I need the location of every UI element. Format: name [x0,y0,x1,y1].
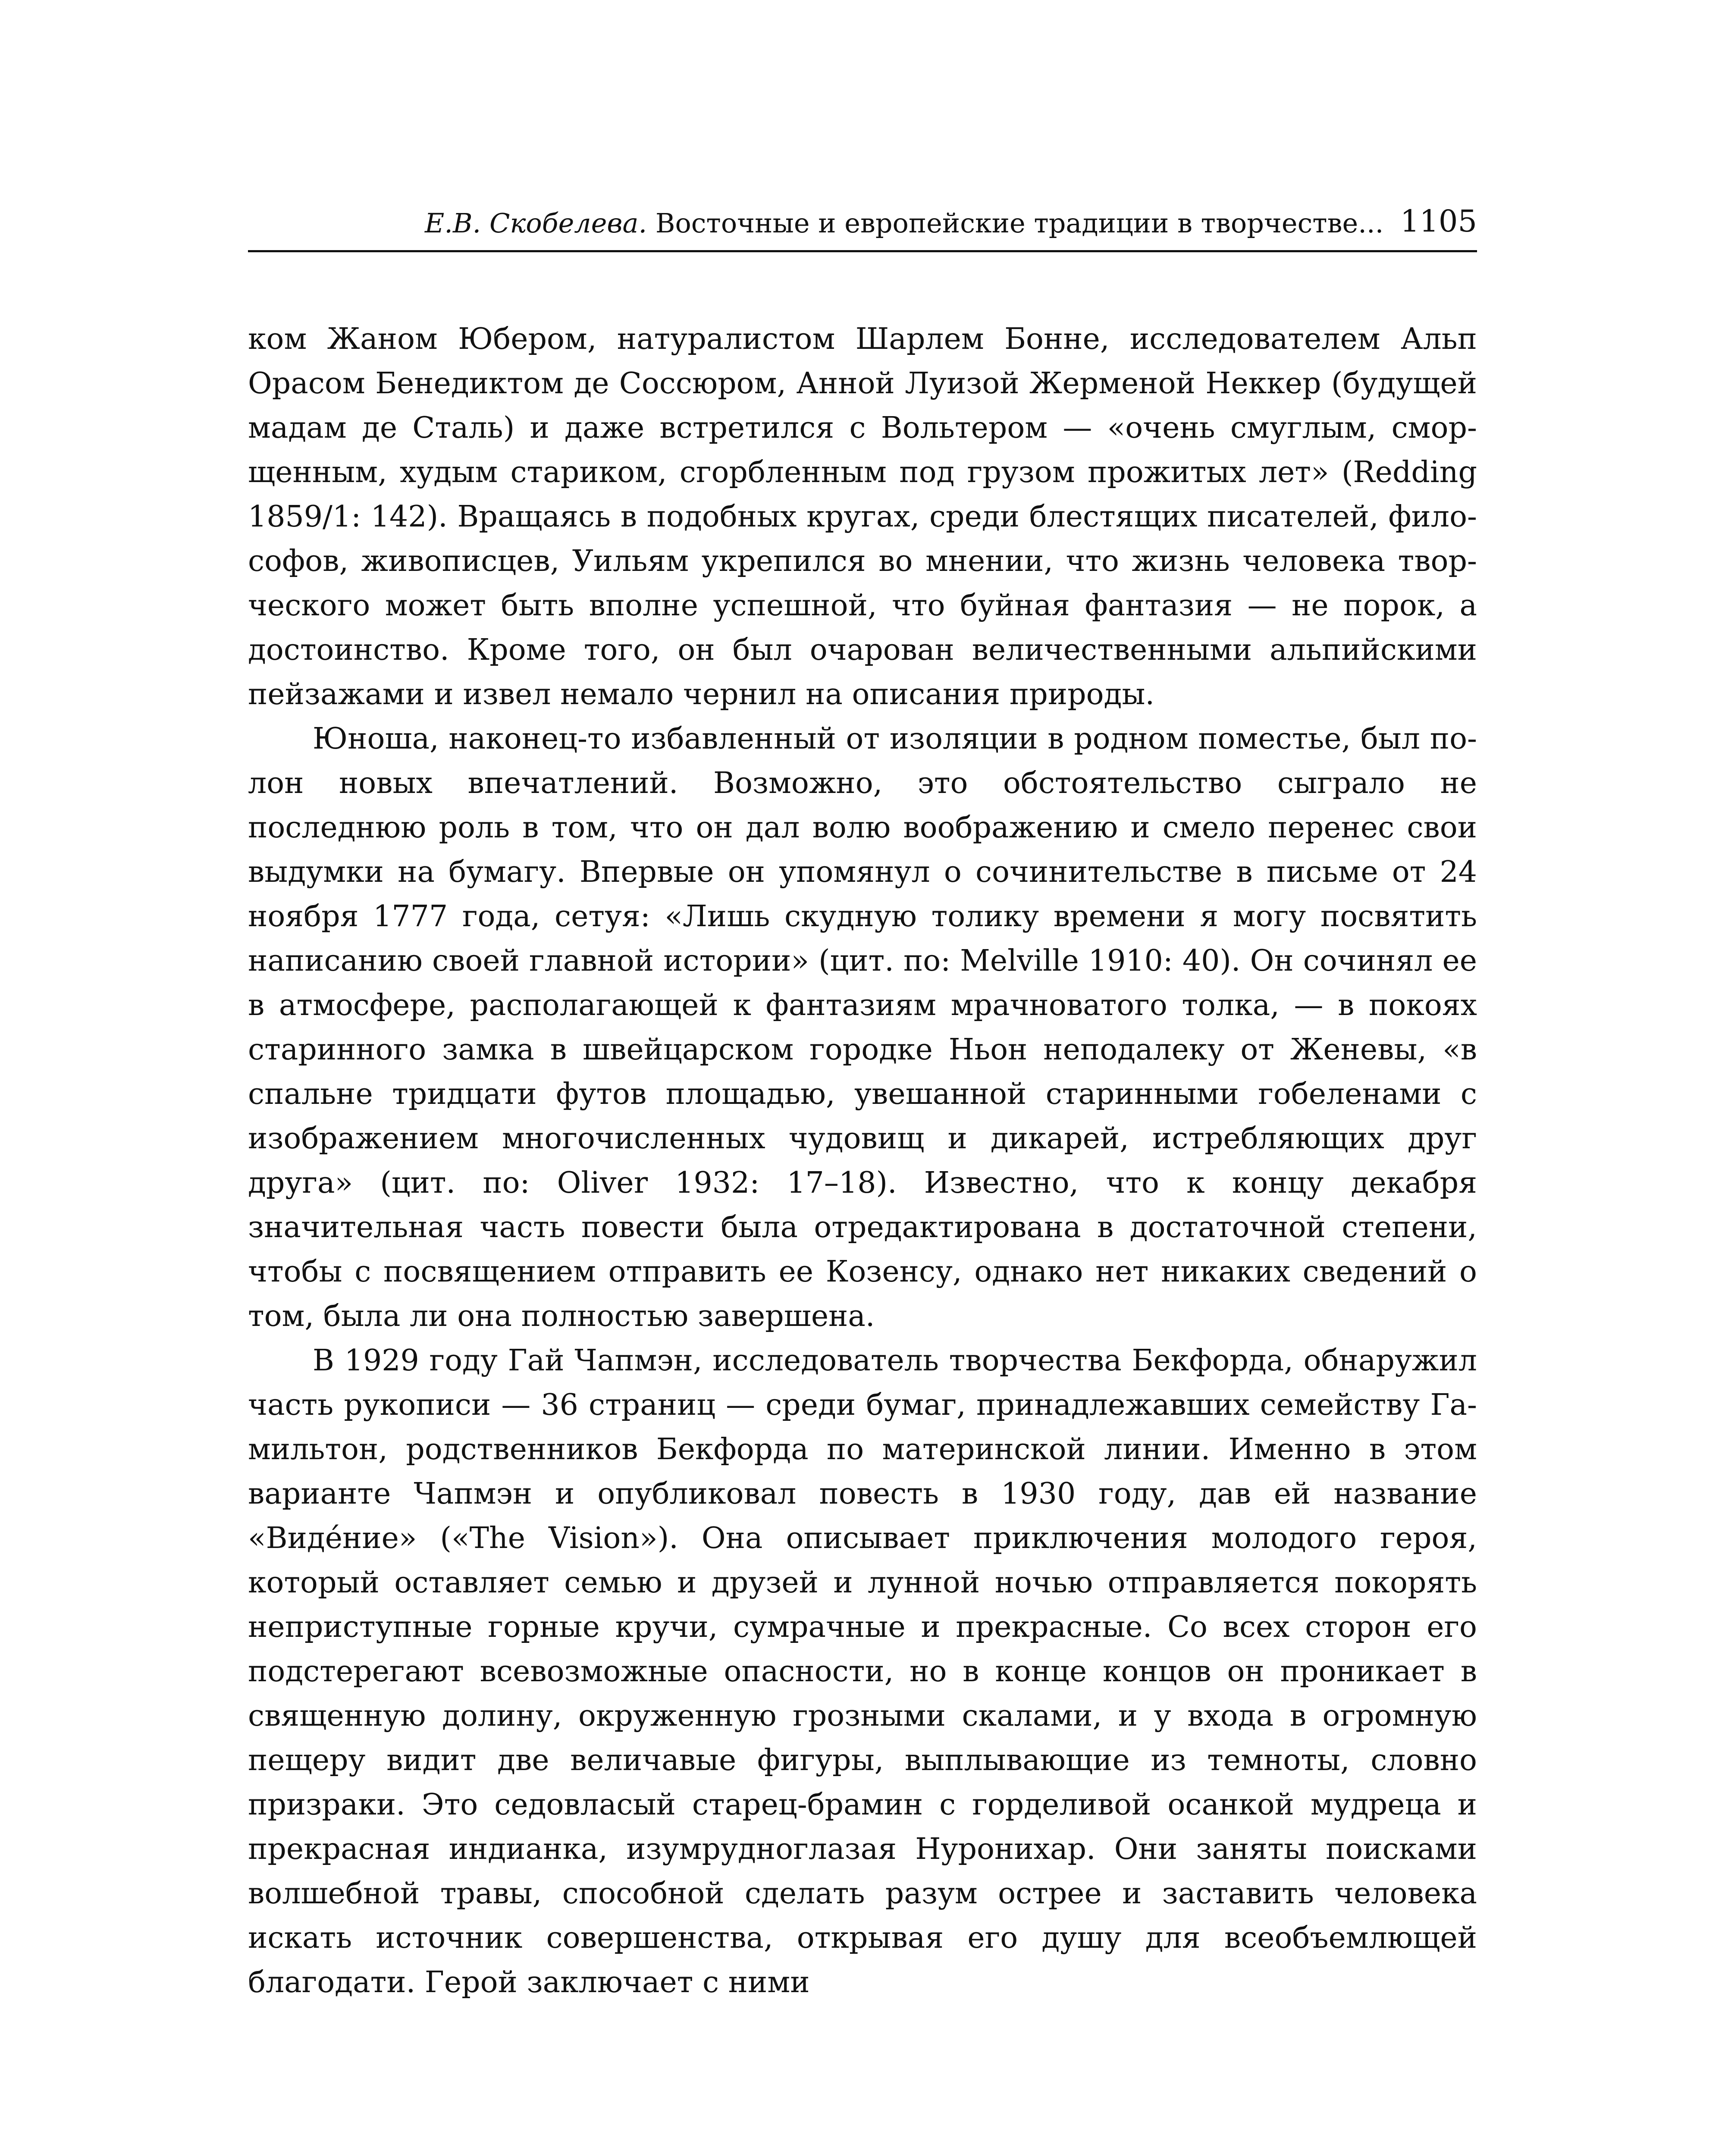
running-head-author: Е.В. Скобелева. [425,207,647,239]
running-head-title [425,206,1383,241]
running-head [248,202,1477,252]
paragraph-1: ком Жаном Юбером, натуралистом Шарлем Бонне, исследователем Альп Орасом Бенедиктом де Соссюром, Анной Луизой Жерменой Неккер (будущей мадам де Сталь) и даже встретился с Вольтером — «очень смуглым, сморщенным, худым стариком, сгорбленным под грузом прожитых лет» (Redding 1859/1: 142). Вращаясь в подобных кругах, среди блестящих писателей, философов, живописцев, Уильям укрепился во мнении, что жизнь человека творческого может быть вполне успешной, что буйная фантазия — не порок, а достоинство. Кроме того, он был очарован величественными альпийскими пейзажами и извел немало чернил на описания природы. [248,322,1477,711]
paragraph-3: В 1929 году Гай Чапмэн, исследователь творчества Бекфорда, обнаружил часть рукописи — 36 страниц — среди бумаг, принадлежавших семейству Гамильтон, родственников Бекфорда по материнской линии. Именно в этом варианте Чапмэн и опубликовал повесть в 1930 году, дав ей название «Виде́ние» («The Vision»). Она описывает приключения молодого героя, который оставляет семью и друзей и лунной ночью отправляется покорять неприступные горные кручи, сумрачные и прекрасные. Со всех сторон его подстерегают всевозможные опасности, но в конце концов он проникает в священную долину, окруженную грозными скалами, и у входа в огромную пещеру видит две величавые фигуры, выплывающие из темноты, словно призраки. Это седовласый старец-брамин с горделивой осанкой мудреца и прекрасная индианка, изумрудноглазая Нуронихар. Они заняты поисками волшебной травы, способной сделать разум острее и заставить человека искать источник совершенства, открывая его душу для всеобъемлющей благодати. Герой заключает с ними [248,1344,1477,1999]
paragraph-2: Юноша, наконец-то избавленный от изоляции в родном поместье, был полон новых впечатлений. Возможно, это обстоятельство сыграло не последнюю роль в том, что он дал волю воображению и смело перенес свои выдумки на бумагу. Впервые он упомянул о сочинительстве в письме от 24 ноября 1777 года, сетуя: «Лишь скудную толику времени я могу посвятить написанию своей главной истории» (цит. по: Melville 1910: 40). Он сочинял ее в атмосфере, располагающей к фантазиям мрачноватого толка, — в покоях старинного замка в швейцарском городке Ньон неподалеку от Женевы, «в спальне тридцати футов площадью, увешанной старинными гобеленами с изображением многочисленных чудовищ и дикарей, истребляющих друг друга» (цит. по: Oliver 1932: 17–18). Известно, что к концу декабря значительная часть повести была отредактирована в достаточной степени, чтобы с посвящением отправить ее Козенсу, однако нет никаких сведений о том, была ли она полностью завершена. [248,722,1477,1333]
running-head-article-title: Восточные и европейские традиции в творчестве... [655,207,1384,239]
article-body [248,317,1477,2005]
page-number: 1105 [1400,204,1477,239]
